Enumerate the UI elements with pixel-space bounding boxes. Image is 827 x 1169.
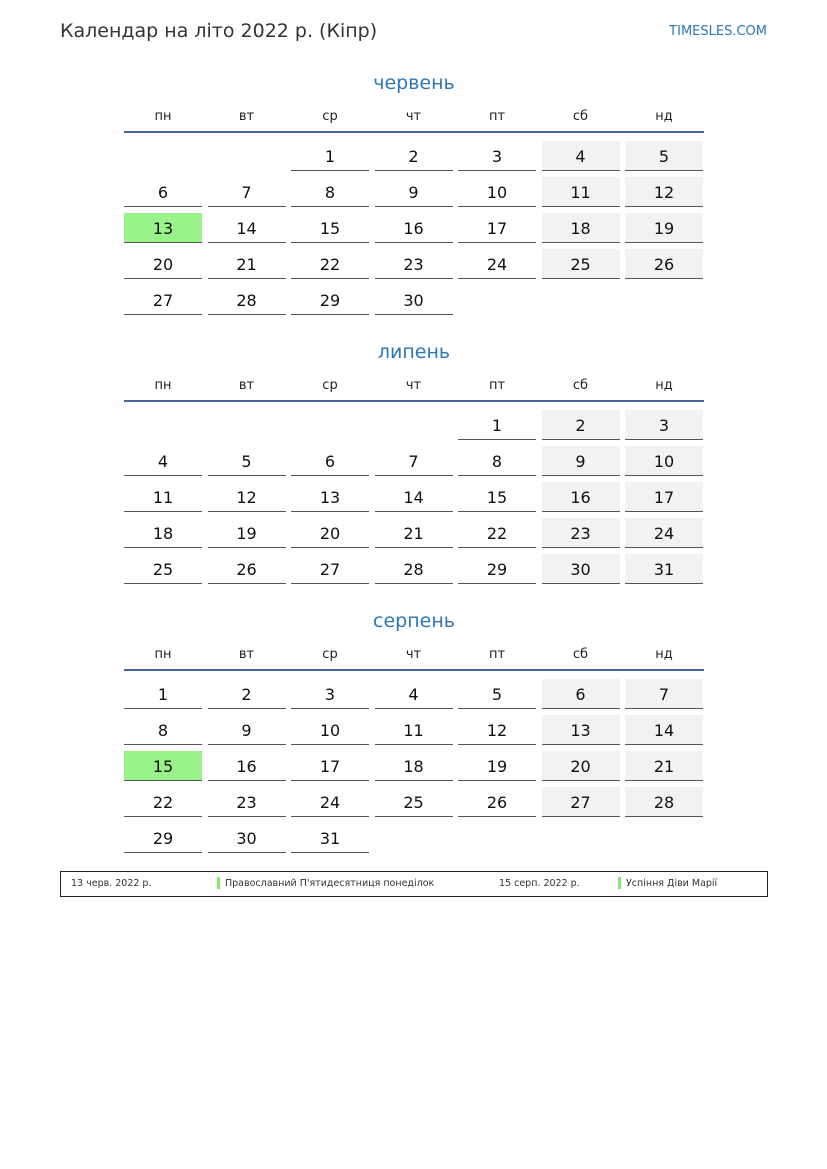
- day-cell: 1: [458, 410, 536, 440]
- weekday-label: нд: [655, 378, 673, 393]
- weekday-label: ср: [322, 109, 338, 124]
- day-cell: 5: [625, 141, 703, 171]
- day-cell: 18: [375, 751, 453, 781]
- day-cell: 3: [458, 141, 536, 171]
- day-cell: 14: [375, 482, 453, 512]
- weekday-label: ср: [322, 647, 338, 662]
- day-cell: 26: [208, 554, 286, 584]
- holiday-day-cell: 13: [124, 213, 202, 243]
- day-cell: 22: [291, 249, 369, 279]
- day-cell: 19: [625, 213, 703, 243]
- day-cell: 31: [625, 554, 703, 584]
- day-cell: 28: [625, 787, 703, 817]
- day-cell: 26: [458, 787, 536, 817]
- weekday-label: сб: [572, 647, 589, 662]
- day-cell: 11: [542, 177, 620, 207]
- weekday-header: [124, 647, 704, 671]
- holiday-color-marker: [217, 877, 220, 889]
- day-cell: 30: [542, 554, 620, 584]
- weekday-label: ср: [322, 378, 338, 393]
- day-cell: 6: [291, 446, 369, 476]
- weekday-label: чт: [405, 109, 422, 124]
- weekday-header: [124, 378, 704, 402]
- day-cell: 10: [291, 715, 369, 745]
- legend-holiday-name: Православний П'ятидесятниця понеділок: [225, 878, 435, 889]
- day-cell: 4: [124, 446, 202, 476]
- weekday-label: пн: [154, 109, 172, 124]
- day-cell: 1: [124, 679, 202, 709]
- page-title: Календар на літо 2022 р. (Кіпр): [60, 20, 378, 42]
- day-cell: 9: [208, 715, 286, 745]
- day-cell: 20: [291, 518, 369, 548]
- day-cell: 12: [208, 482, 286, 512]
- day-cell: 11: [375, 715, 453, 745]
- day-cell: 10: [458, 177, 536, 207]
- day-cell: 21: [208, 249, 286, 279]
- day-cell: 15: [291, 213, 369, 243]
- day-cell: 6: [542, 679, 620, 709]
- day-cell: 29: [291, 285, 369, 315]
- month-june: [124, 71, 704, 317]
- day-cell: 10: [625, 446, 703, 476]
- day-cell: 5: [458, 679, 536, 709]
- day-cell: 22: [124, 787, 202, 817]
- day-cell: 2: [208, 679, 286, 709]
- day-cell: 3: [625, 410, 703, 440]
- weekday-label: нд: [655, 109, 673, 124]
- month-name: липень: [377, 341, 451, 363]
- empty-cell: [208, 141, 286, 171]
- day-cell: 19: [208, 518, 286, 548]
- week-row: [124, 173, 704, 209]
- month-name: червень: [373, 72, 455, 94]
- day-cell: 16: [208, 751, 286, 781]
- day-cell: 7: [375, 446, 453, 476]
- empty-cell: [375, 410, 453, 440]
- day-cell: 14: [625, 715, 703, 745]
- day-cell: 25: [375, 787, 453, 817]
- day-cell: 4: [375, 679, 453, 709]
- day-cell: 7: [208, 177, 286, 207]
- week-row: [124, 514, 704, 550]
- weekday-label: сб: [572, 378, 589, 393]
- week-row: [124, 675, 704, 711]
- day-cell: 21: [375, 518, 453, 548]
- day-cell: 5: [208, 446, 286, 476]
- weekday-label: пт: [488, 647, 506, 662]
- day-cell: 18: [542, 213, 620, 243]
- day-cell: 14: [208, 213, 286, 243]
- day-cell: 27: [291, 554, 369, 584]
- day-cell: 9: [542, 446, 620, 476]
- day-cell: 2: [542, 410, 620, 440]
- day-cell: 27: [542, 787, 620, 817]
- day-cell: 29: [458, 554, 536, 584]
- day-cell: 12: [625, 177, 703, 207]
- day-cell: 13: [542, 715, 620, 745]
- month-name: серпень: [373, 610, 455, 632]
- week-row: [124, 137, 704, 173]
- day-cell: 24: [625, 518, 703, 548]
- day-cell: 27: [124, 285, 202, 315]
- day-cell: 30: [375, 285, 453, 315]
- day-cell: 17: [625, 482, 703, 512]
- day-cell: 8: [124, 715, 202, 745]
- weekday-label: чт: [405, 378, 422, 393]
- day-cell: 17: [458, 213, 536, 243]
- week-row: [124, 245, 704, 281]
- site-link[interactable]: TIMESLES.COM: [669, 24, 767, 39]
- empty-cell: [625, 285, 703, 315]
- day-cell: 13: [291, 482, 369, 512]
- day-cell: 4: [542, 141, 620, 171]
- day-cell: 24: [291, 787, 369, 817]
- holiday-legend: [60, 871, 768, 897]
- weekday-label: пт: [488, 109, 506, 124]
- day-cell: 23: [542, 518, 620, 548]
- day-cell: 25: [124, 554, 202, 584]
- empty-cell: [375, 823, 453, 853]
- weekday-label: пт: [488, 378, 506, 393]
- week-row: [124, 819, 704, 855]
- weekday-label: пн: [154, 647, 172, 662]
- week-row: [124, 550, 704, 586]
- holiday-color-marker: [618, 877, 621, 889]
- day-cell: 23: [208, 787, 286, 817]
- day-cell: 20: [124, 249, 202, 279]
- day-cell: 18: [124, 518, 202, 548]
- empty-cell: [458, 823, 536, 853]
- day-cell: 26: [625, 249, 703, 279]
- calendar-grid: [124, 406, 704, 586]
- calendar-grid: [124, 675, 704, 855]
- day-cell: 24: [458, 249, 536, 279]
- calendar-grid: [124, 137, 704, 317]
- empty-cell: [625, 823, 703, 853]
- day-cell: 17: [291, 751, 369, 781]
- week-row: [124, 442, 704, 478]
- day-cell: 25: [542, 249, 620, 279]
- day-cell: 22: [458, 518, 536, 548]
- day-cell: 6: [124, 177, 202, 207]
- legend-date: 15 серп. 2022 р.: [499, 878, 580, 889]
- holiday-day-cell: 15: [124, 751, 202, 781]
- weekday-label: вт: [238, 378, 255, 393]
- empty-cell: [458, 285, 536, 315]
- empty-cell: [208, 410, 286, 440]
- weekday-label: чт: [405, 647, 422, 662]
- day-cell: 23: [375, 249, 453, 279]
- empty-cell: [124, 141, 202, 171]
- day-cell: 19: [458, 751, 536, 781]
- day-cell: 7: [625, 679, 703, 709]
- legend-holiday-name: Успіння Діви Марії: [626, 878, 718, 889]
- week-row: [124, 406, 704, 442]
- day-cell: 8: [291, 177, 369, 207]
- day-cell: 20: [542, 751, 620, 781]
- day-cell: 15: [458, 482, 536, 512]
- day-cell: 31: [291, 823, 369, 853]
- day-cell: 8: [458, 446, 536, 476]
- week-row: [124, 747, 704, 783]
- week-row: [124, 783, 704, 819]
- weekday-label: сб: [572, 109, 589, 124]
- day-cell: 16: [542, 482, 620, 512]
- week-row: [124, 209, 704, 245]
- weekday-header: [124, 109, 704, 133]
- empty-cell: [291, 410, 369, 440]
- day-cell: 28: [208, 285, 286, 315]
- empty-cell: [542, 285, 620, 315]
- day-cell: 30: [208, 823, 286, 853]
- day-cell: 9: [375, 177, 453, 207]
- day-cell: 29: [124, 823, 202, 853]
- week-row: [124, 711, 704, 747]
- week-row: [124, 478, 704, 514]
- weekday-label: пн: [154, 378, 172, 393]
- empty-cell: [124, 410, 202, 440]
- day-cell: 28: [375, 554, 453, 584]
- day-cell: 11: [124, 482, 202, 512]
- week-row: [124, 281, 704, 317]
- month-august: [124, 609, 704, 855]
- day-cell: 2: [375, 141, 453, 171]
- day-cell: 3: [291, 679, 369, 709]
- month-july: [124, 340, 704, 586]
- day-cell: 16: [375, 213, 453, 243]
- weekday-label: вт: [238, 109, 255, 124]
- empty-cell: [542, 823, 620, 853]
- day-cell: 1: [291, 141, 369, 171]
- day-cell: 12: [458, 715, 536, 745]
- legend-date: 13 черв. 2022 р.: [71, 878, 152, 889]
- day-cell: 21: [625, 751, 703, 781]
- weekday-label: вт: [238, 647, 255, 662]
- weekday-label: нд: [655, 647, 673, 662]
